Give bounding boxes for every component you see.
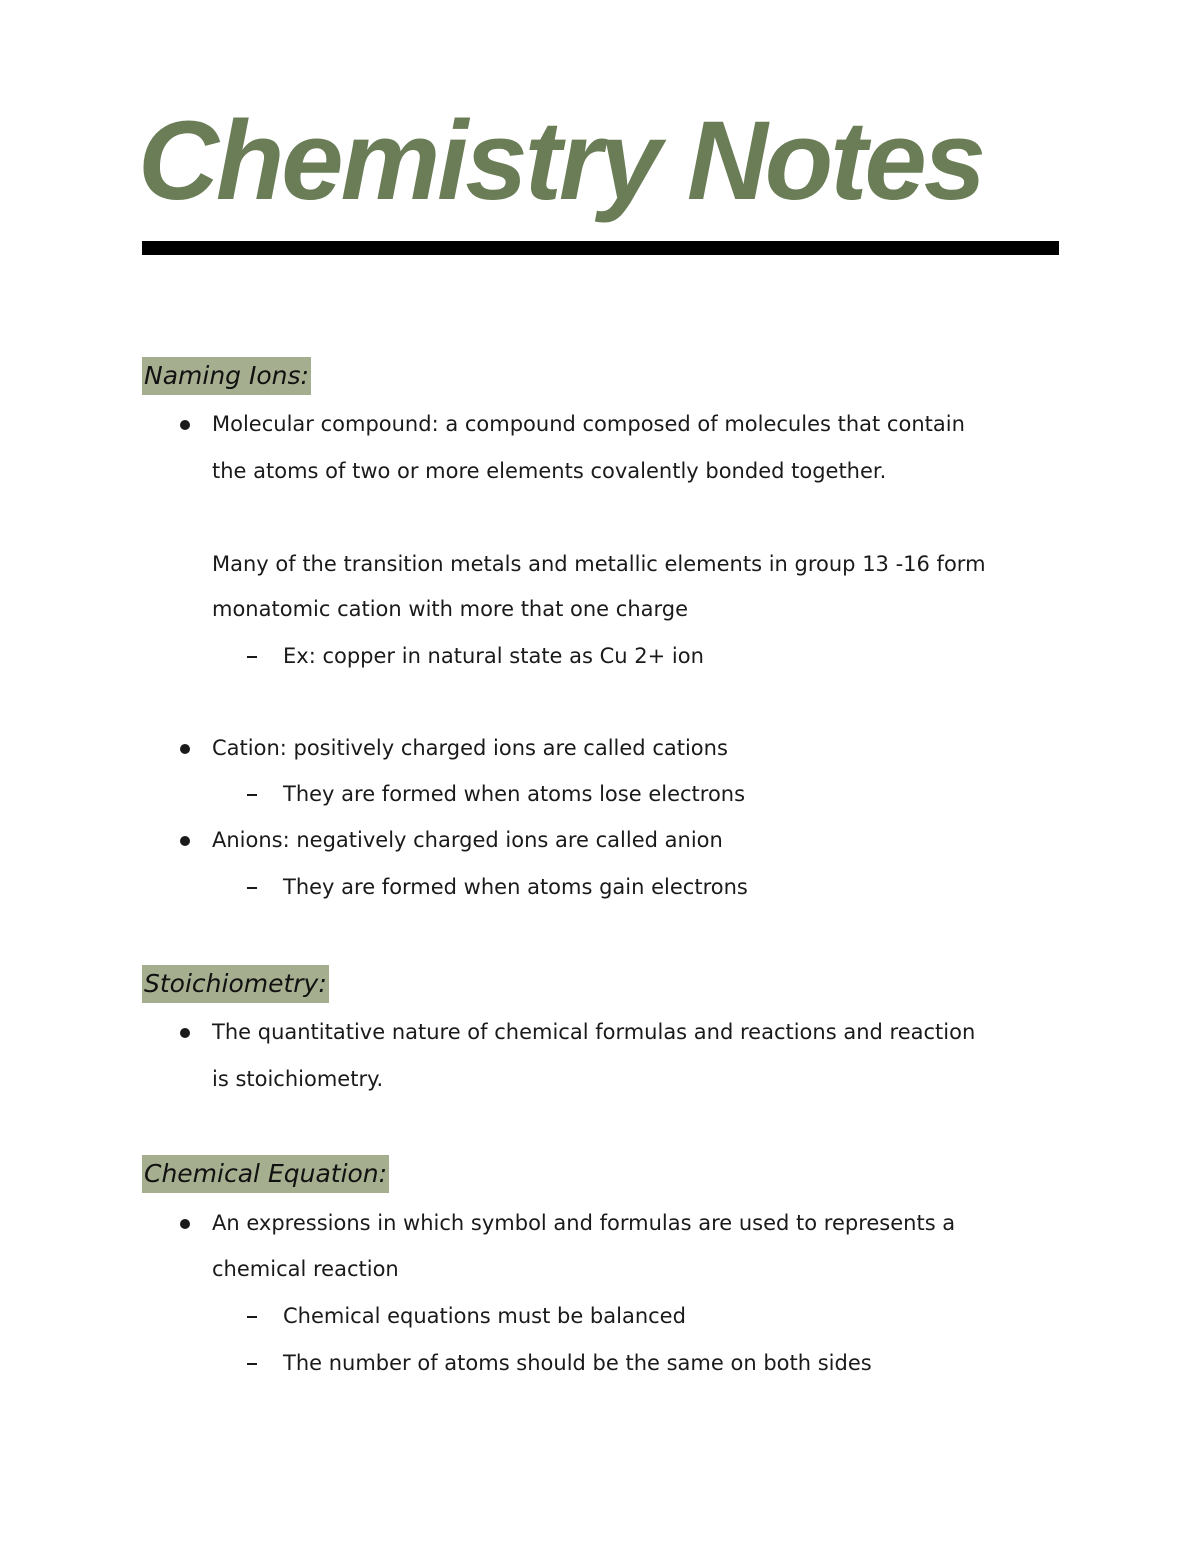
bullet-icon: [180, 1219, 190, 1229]
section-heading-chemical-equation: Chemical Equation:: [142, 1155, 389, 1193]
list-item-text: Cation: positively charged ions are called cations: [212, 736, 728, 760]
page-title: Chemistry Notes: [138, 98, 984, 223]
sub-item-text: They are formed when atoms lose electrons: [283, 782, 746, 806]
dash-icon: [247, 1363, 257, 1365]
list-item-text: An expressions in which symbol and formulas are used to represents a: [212, 1211, 956, 1235]
dash-icon: [247, 887, 257, 889]
list-item-text: is stoichiometry.: [212, 1067, 384, 1091]
bullet-icon: [180, 420, 190, 430]
list-item-text: The quantitative nature of chemical formulas and reactions and reaction: [212, 1020, 976, 1044]
sub-item-text: The number of atoms should be the same on both sides: [283, 1351, 872, 1375]
list-item-text: Anions: negatively charged ions are called anion: [212, 828, 723, 852]
list-item-text: the atoms of two or more elements covalently bonded together.: [212, 459, 887, 483]
section-heading-naming-ions: Naming Ions:: [142, 357, 311, 395]
sub-item-text: Ex: copper in natural state as Cu 2+ ion: [283, 644, 704, 668]
title-underline: [142, 241, 1059, 255]
section-heading-stoichiometry: Stoichiometry:: [142, 965, 329, 1003]
dash-icon: [247, 656, 257, 658]
dash-icon: [247, 1316, 257, 1318]
list-item-text: chemical reaction: [212, 1257, 399, 1281]
sub-item-text: They are formed when atoms gain electrons: [283, 875, 748, 899]
list-item-text: Molecular compound: a compound composed of molecules that contain: [212, 412, 965, 436]
bullet-icon: [180, 836, 190, 846]
paragraph-text: Many of the transition metals and metallic elements in group 13 -16 form: [212, 552, 986, 576]
paragraph-text: monatomic cation with more that one charge: [212, 597, 689, 621]
dash-icon: [247, 794, 257, 796]
bullet-icon: [180, 1028, 190, 1038]
bullet-icon: [180, 744, 190, 754]
sub-item-text: Chemical equations must be balanced: [283, 1304, 686, 1328]
